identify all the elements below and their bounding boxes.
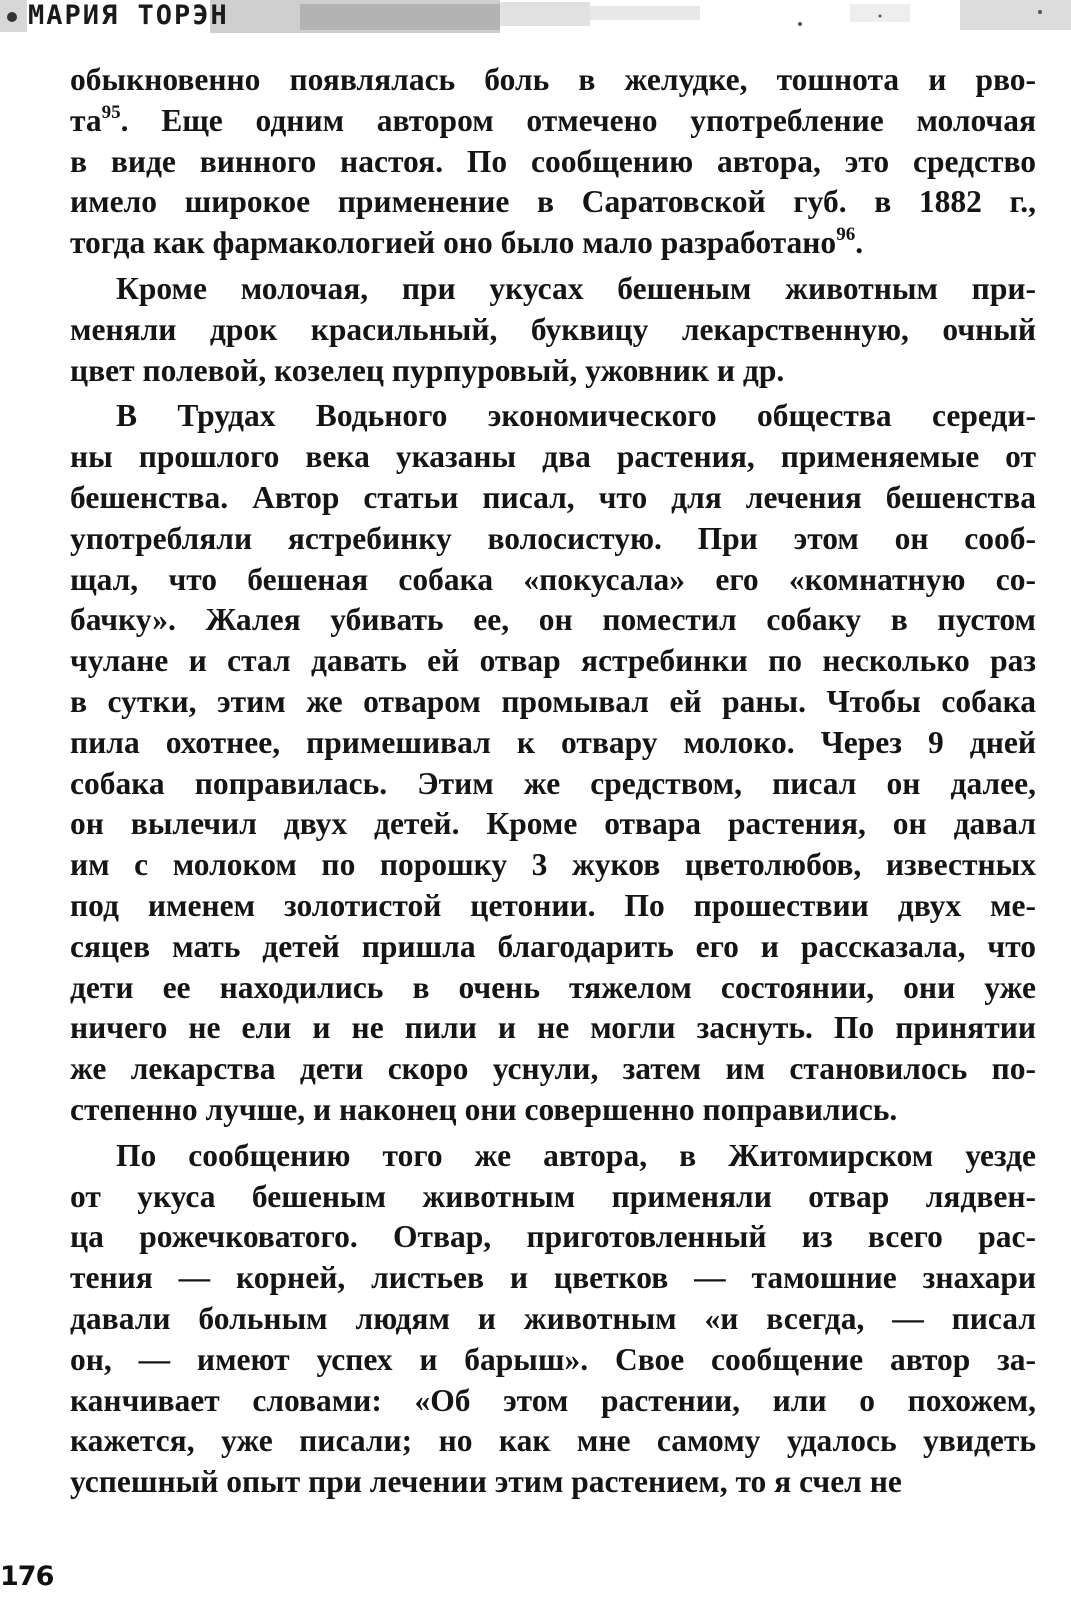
paragraph-p2 [70, 269, 1036, 391]
paragraph-p1 [70, 60, 1036, 264]
text-line: кажется, уже писали; но как мне самому удалось увидеть [70, 1423, 1036, 1459]
text-line: имело широкое применение в Саратовской губ. в 1882 г., [70, 184, 1036, 220]
text-line: В Трудах Водьного экономического общества середи- [116, 398, 1036, 434]
text-line: степенно лучше, и наконец они совершенно поправились. [70, 1091, 898, 1127]
text-line: же лекарства дети скоро уснули, затем им становилось по- [70, 1051, 1036, 1087]
text-line: цвет полевой, козелец пурпуровый, ужовник и др. [70, 352, 785, 388]
page-number: 176 [0, 1561, 54, 1592]
text-line: Кроме молочая, при укусах бешеным животным при- [116, 270, 1036, 306]
text-line: канчивает словами: «Об этом растении, или о похожем, [70, 1382, 1036, 1418]
text-line: от укуса бешеным животным применяли отвар лядвен- [70, 1178, 1036, 1214]
text-line: употребляли ястребинку волосистую. При этом он сооб- [70, 520, 1036, 556]
text-line: им с молоком по порошку 3 жуков цветолюбов, известных [70, 847, 1036, 883]
text-line: он, — имеют успех и барыш». Свое сообщение автор за- [70, 1341, 1036, 1377]
footnote-ref: 95 [101, 101, 121, 123]
footnote-ref: 96 [836, 224, 856, 246]
text-line: По сообщению того же автора, в Житомирском уезде [116, 1137, 1036, 1173]
text-line: под именем золотистой цетонии. По прошествии двух ме- [70, 887, 1036, 923]
text-line: давали больным людям и животным «и всегда, — писал [70, 1300, 1036, 1336]
text-line: обыкновенно появлялась боль в желудке, тошнота и рво- [70, 62, 1036, 97]
text-line: тогда как фармакологией оно было мало разработано$^{96}$. [70, 224, 864, 261]
text-line: ца рожечковатого. Отвар, приготовленный из всего рас- [70, 1219, 1036, 1255]
text-line: сяцев мать детей пришла благодарить его и рассказала, что [70, 928, 1036, 964]
running-title: МАРИЯ ТОРЭН [28, 0, 229, 31]
text-line: дети ее находились в очень тяжелом состоянии, они уже [70, 969, 1036, 1005]
text-line: бешенства. Автор статьи писал, что для лечения бешенства [70, 479, 1036, 515]
text-line: ны прошлого века указаны два растения, применяемые от [70, 439, 1036, 475]
text-line: бачку». Жалея убивать ее, он поместил собаку в пустом [70, 602, 1036, 638]
text-line: в виде винного настоя. По сообщению автора, это средство [70, 143, 1036, 179]
text-line: ничего не ели и не пили и не могли заснуть. По принятии [70, 1010, 1036, 1046]
text-line: пила охотнее, примешивал к отвару молоко. Через 9 дней [70, 724, 1036, 760]
paragraph-p3 [70, 396, 1036, 1130]
text-line: чулане и стал давать ей отвар ястребинки по несколько раз [70, 643, 1036, 679]
running-header [0, 0, 1071, 34]
body-text [70, 60, 1036, 1503]
text-line: в сутки, этим же отваром промывал ей раны. Чтобы собака [70, 683, 1036, 719]
text-line: собака поправилась. Этим же средством, писал он далее, [70, 765, 1036, 801]
text-line: успешный опыт при лечении этим растением, то я счел не [70, 1464, 902, 1500]
text-line: $та^{95}$. Еще одним автором отмечено употребление молочая [70, 101, 1036, 138]
text-line: он вылечил двух детей. Кроме отвара растения, он давал [70, 806, 1036, 842]
text-line: меняли дрок красильный, буквицу лекарственную, очный [70, 311, 1036, 347]
paragraph-p4 [70, 1136, 1036, 1503]
text-line: щал, что бешеная собака «покусала» его «комнатную со- [70, 561, 1036, 597]
text-line: тения — корней, листьев и цветков — тамошние знахари [70, 1260, 1036, 1296]
